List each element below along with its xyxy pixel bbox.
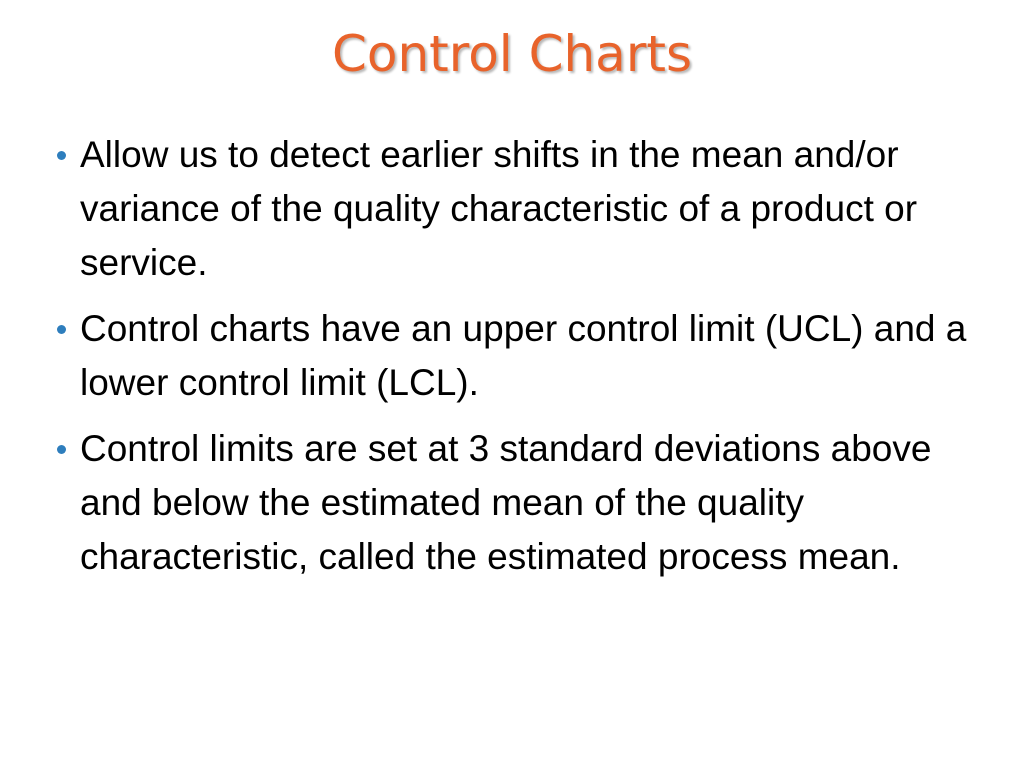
- bullet-dot-icon: [57, 151, 66, 160]
- bullet-item: [50, 422, 1000, 584]
- bullet-text: Allow us to detect earlier shifts in the mean and/or variance of the quality characteristic of a product or service.: [80, 134, 918, 283]
- bullet-dot-icon: [57, 325, 66, 334]
- bullet-item: [50, 302, 1000, 410]
- bullet-list: [50, 128, 1000, 596]
- bullet-text: Control limits are set at 3 standard deviations above and below the estimated mean of the quality characteristic, called the estimated process mean.: [80, 428, 932, 577]
- slide-title: Control Charts: [331, 25, 693, 83]
- bullet-text: Control charts have an upper control limit (UCL) and a lower control limit (LCL).: [80, 308, 967, 403]
- bullet-dot-icon: [57, 445, 66, 454]
- bullet-item: [50, 128, 1000, 290]
